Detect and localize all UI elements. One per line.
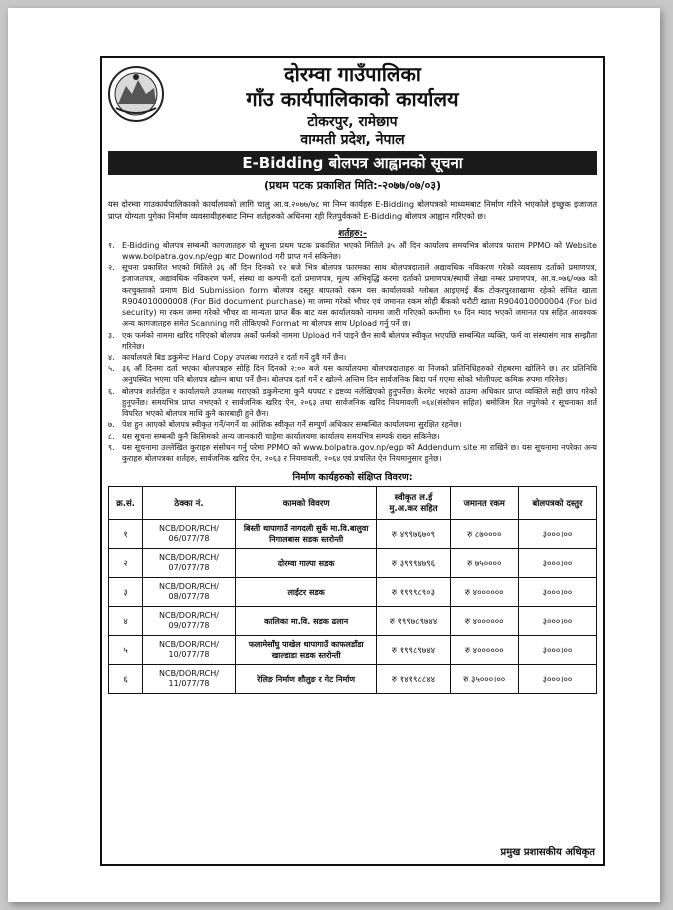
condition-text: यस सूचना सम्बन्धी कुनै किसिमको अन्य जानकारी चाहेमा कार्यालयमा कार्यालय समयभित्र सम्पर्क राख्न सकिनेछ।: [122, 431, 440, 441]
office-name-line2: गाँउ कार्यपालिकाको कार्यालय: [246, 87, 459, 111]
condition-text: E-Bidding बोलपत्र सम्बन्धी कागजातहरु यो सूचना प्रथम पटक प्रकाशित भएको मितिले ३५ औं दिन कार्यालय समयभित्र बोलपत्र फाराम PPMO को Website www.bolpatra.gov.np/egp बाट Downlod गरी प्राप्त गर्न सकिनेछ।: [122, 240, 597, 261]
cell-estimate: रु १९९७८९७४४: [377, 607, 450, 636]
cell-work: दोरम्वा गाल्पा सडक: [235, 549, 377, 578]
cell-work: फलामेसाँघु पाखेल थापागाउँ काफलडाँडा खाल्डाडा सडक स्तरोन्ती: [235, 636, 377, 665]
condition-item: [108, 262, 597, 329]
table-row: [109, 549, 597, 578]
condition-item: [108, 352, 597, 363]
col-header-contract: ठेक्का नं.: [143, 487, 236, 520]
cell-work: बिस्ती थापागाउँ नागदली सुर्के मा.वि.बालुवा निगालबास सडक स्तरोन्ती: [235, 520, 377, 549]
publication-date: (प्रथम पटक प्रकाशित मिति:-२०७७/०७/०३): [263, 179, 442, 192]
condition-number: ६.: [108, 386, 115, 396]
office-name-line1: दोरम्वा गाउँपालिका: [284, 62, 421, 86]
cell-fee: ३०००।००: [518, 607, 596, 636]
cell-contract: NCB/DOR/RCH/ 10/077/78: [143, 636, 236, 665]
table-row: [109, 636, 597, 665]
cell-fee: ३०००।००: [518, 665, 596, 694]
condition-item: [108, 240, 597, 262]
cell-fee: ३०००।००: [518, 636, 596, 665]
col-header-sn: क्र.सं.: [109, 487, 143, 520]
condition-text: ३६ औं दिनमा दर्ता भएका बोलपत्रहरु सोहि दिन दिनको २:०० बजे यस कार्यालयमा बोलपत्रदाताहरु वा निजको प्रतिनिधिहरुको रोहबरमा खोलिने छ। तर प्रतिनिधि अनुपस्थित भएमा पनि बोलपत्र खोल्न बाधा पर्ने छैन। बोलपत्र दर्ता गर्ने र खोल्ने अन्तिम दिन सार्वजनिक बिदा पर्न गएमा सोको भोलीपल्ट कमिक रुपमा गरिनेछ।: [122, 364, 597, 385]
cell-fee: ३०००।००: [518, 578, 596, 607]
condition-item: [108, 442, 597, 464]
cell-sn: ४: [109, 607, 143, 636]
cell-security: रु ७५००००: [450, 549, 518, 578]
cell-estimate: रु ३९९९४७९६: [377, 549, 450, 578]
condition-number: ७.: [108, 420, 115, 430]
cell-contract: NCB/DOR/RCH/ 07/077/78: [143, 549, 236, 578]
condition-number: २.: [108, 263, 115, 273]
cell-sn: २: [109, 549, 143, 578]
table-row: [109, 665, 597, 694]
condition-text: पेश हुन आएको बोलपत्र स्वीकृत गर्ने/नगर्ने वा आंशिक स्वीकृत गर्ने सम्पुर्ण अधिकार सम्बन्धित कार्यालयमा सुरक्षित रहनेछ।: [122, 420, 462, 430]
condition-item: [108, 419, 597, 430]
document-page: [8, 8, 660, 902]
condition-item: [108, 431, 597, 442]
cell-security: रु ३५०००।००: [450, 665, 518, 694]
cell-security: रु ८७००००: [450, 520, 518, 549]
cell-work: कालिका मा.वि. सडक ढलान: [235, 607, 377, 636]
cell-estimate: रु १९९९८९०३: [377, 578, 450, 607]
cell-fee: ३०००।००: [518, 549, 596, 578]
cell-contract: NCB/DOR/RCH/ 09/077/78: [143, 607, 236, 636]
col-header-security: जमानत रकम: [450, 487, 518, 520]
cell-estimate: रु ४९९७६७०९: [377, 520, 450, 549]
table-header-row: [109, 487, 597, 520]
cell-security: रु ४००००००: [450, 636, 518, 665]
works-table-title: निर्माण कार्यहरुको संक्षिप्त विवरण:: [292, 472, 413, 484]
cell-contract: NCB/DOR/RCH/ 11/077/78: [143, 665, 236, 694]
condition-text: कार्यालयले बिड डकुमेन्ट Hard Copy उपलब्ध गराउने र दर्ता गर्ने दुवै गर्ने छैन।: [122, 352, 347, 362]
cell-security: रु ४००००००: [450, 607, 518, 636]
condition-text: बोलपत्र शर्तरहित र कार्यालयले उपलब्ध गराएको डकुमेन्टमा कुनै थपघट र द्रष्टव्य नलेखिएको हुनुपर्नेछ। केरमेट भएको ठाउमा अधिकार प्राप्त व्यक्तिले सही छाप गरेको हुनुपर्नेछ। समयभित्र प्राप्त नभएको र सार्वजनिक खरिद ऐन, २०६३ तथा सार्वजनिक खरिद नियमावली ०६४(संसोधन सहित) बमोजिम रित नपुगेको र सूचनाका शर्त विपरित भएको बोलपत्र माथि कुनै कारबाही हुने छैन।: [122, 386, 597, 419]
cell-estimate: रु १९९८९७४४: [377, 636, 450, 665]
col-header-estimate: स्वीकृत ल.ई मु.अ.कर सहित: [377, 487, 450, 520]
condition-number: ९.: [108, 442, 115, 452]
cell-work: रेलिङ निर्माण शौलुङ र गेट निर्माण: [235, 665, 377, 694]
table-row: [109, 578, 597, 607]
table-row: [109, 607, 597, 636]
office-address: टोकरपुर, रामेछाप: [307, 114, 398, 130]
conditions-list: [108, 240, 597, 464]
notice-frame: [100, 56, 605, 866]
cell-contract: NCB/DOR/RCH/ 06/077/78: [143, 520, 236, 549]
condition-text: यस सूचनामा उल्लेखित कुराहरु संसोधन गर्नु परेमा PPMO को www.bolpatra.gov.np/egp को Addendum site मा राखिने छ। यस सूचनामा नपरेका अन्य कुराहरु बोलपत्रका शर्तहरु, सार्वजनिक खरिद ऐन, २०६३ र नियमावली, २०६४ एवं प्रचलित ऐन नियमानुसार हुनेछ।: [122, 442, 597, 463]
condition-text: सूचना प्रकाशित भएको मितिले ३६ औं दिन दिनको १२ बजे भित्र बोलपत्र फारमका साथ बोलपत्रदाताले अद्यावधिक नविकरण गरेको व्यवसाय दर्ताको प्रमाणपत्र, इजाजतपत्र, अद्यावधिक नविकरण फर्म, संस्था वा कम्पनी दर्ता प्रमाणपत्र, मूल्य अभिवृद्धि करमा दर्ताको प्रमाणपत्र/स्थायी लेखा नम्बर प्रमाणपत्र, आ.व.०७६/०७७ को करचुक्ताको प्रमाण Bid Submission form बोलपत्र दस्तुर बापतको रकम यस कार्यालयको ग्लोबल आइएमई बैंक टोकरपुरशाखामा रहेको संचित खाता R904010000008 (For Bid document purchase) मा जम्मा गरेको भौचर एवं जमानत रकम सोही बैंकको धरौटी खाता R904010000004 (For bid security) मा रकम जम्मा गरेको भौचर वा मान्यता प्राप्त बैंक बाट यस कार्यालयको नाममा जारी गरिएको कम्तीमा ९० दिन म्याद भएको जमानत पत्र सहित आवश्यक अन्य कागजातहरु समेत Scanning गरी तोकिएको Format मा बोलपत्र साथ Upload गर्नु पर्ने छ।: [122, 263, 597, 329]
intro-paragraph: यस दोरम्वा गाउकार्यपालिकाको कार्यालयको लागि चालु आ.व.२०७७/७८ मा निम्न कार्यहरु E-Bidding बोलपत्रको माध्यमबाट निर्माण गरिने भएकोले इच्छुक इजाजत प्राप्त योग्यता पुगेका निर्माण व्यवसायीहरुबाट निम्न शर्तहरुको अधिनमा रही रितपुर्वकको E-Bidding बोलपत्र आह्वान गरिएको छ।: [108, 199, 597, 221]
condition-text: एक फर्मको नाममा खरिद गरिएको बोलपत्र अर्को फर्मको नाममा Upload गर्न पाइने छैन साथै बोलपत्र स्वीकृत भएपछि सम्बन्धित व्यक्ति, फर्म वा संस्थासंग मात्र सम्झौता गरिनेछ।: [122, 330, 597, 351]
condition-item: [108, 386, 597, 420]
table-row: [109, 520, 597, 549]
office-province: वाग्मती प्रदेश, नेपाल: [300, 131, 405, 148]
notice-banner: E-Bidding बोलपत्र आह्वानको सूचना: [108, 151, 597, 175]
cell-estimate: रु १४१९८८४४: [377, 665, 450, 694]
cell-work: लाईटर सडक: [235, 578, 377, 607]
condition-number: ४.: [108, 352, 115, 362]
cell-security: रु ४००००००: [450, 578, 518, 607]
conditions-title: शर्तहरु:-: [338, 228, 367, 239]
condition-number: ३.: [108, 330, 115, 340]
condition-item: [108, 363, 597, 385]
cell-sn: १: [109, 520, 143, 549]
condition-number: १.: [108, 240, 115, 250]
col-header-work: कामको विवरण: [235, 487, 377, 520]
signature-title: प्रमुख प्रशासकीय अधिकृत: [500, 847, 595, 858]
col-header-fee: बोलपत्रको दस्तुर: [518, 487, 596, 520]
condition-item: [108, 330, 597, 352]
cell-fee: ३०००।००: [518, 520, 596, 549]
cell-contract: NCB/DOR/RCH/ 08/077/78: [143, 578, 236, 607]
nepal-emblem-icon: [106, 64, 166, 124]
cell-sn: ६: [109, 665, 143, 694]
condition-number: ८.: [108, 431, 115, 441]
cell-sn: ५: [109, 636, 143, 665]
condition-number: ५.: [108, 364, 115, 374]
works-table: [108, 486, 597, 694]
cell-sn: ३: [109, 578, 143, 607]
